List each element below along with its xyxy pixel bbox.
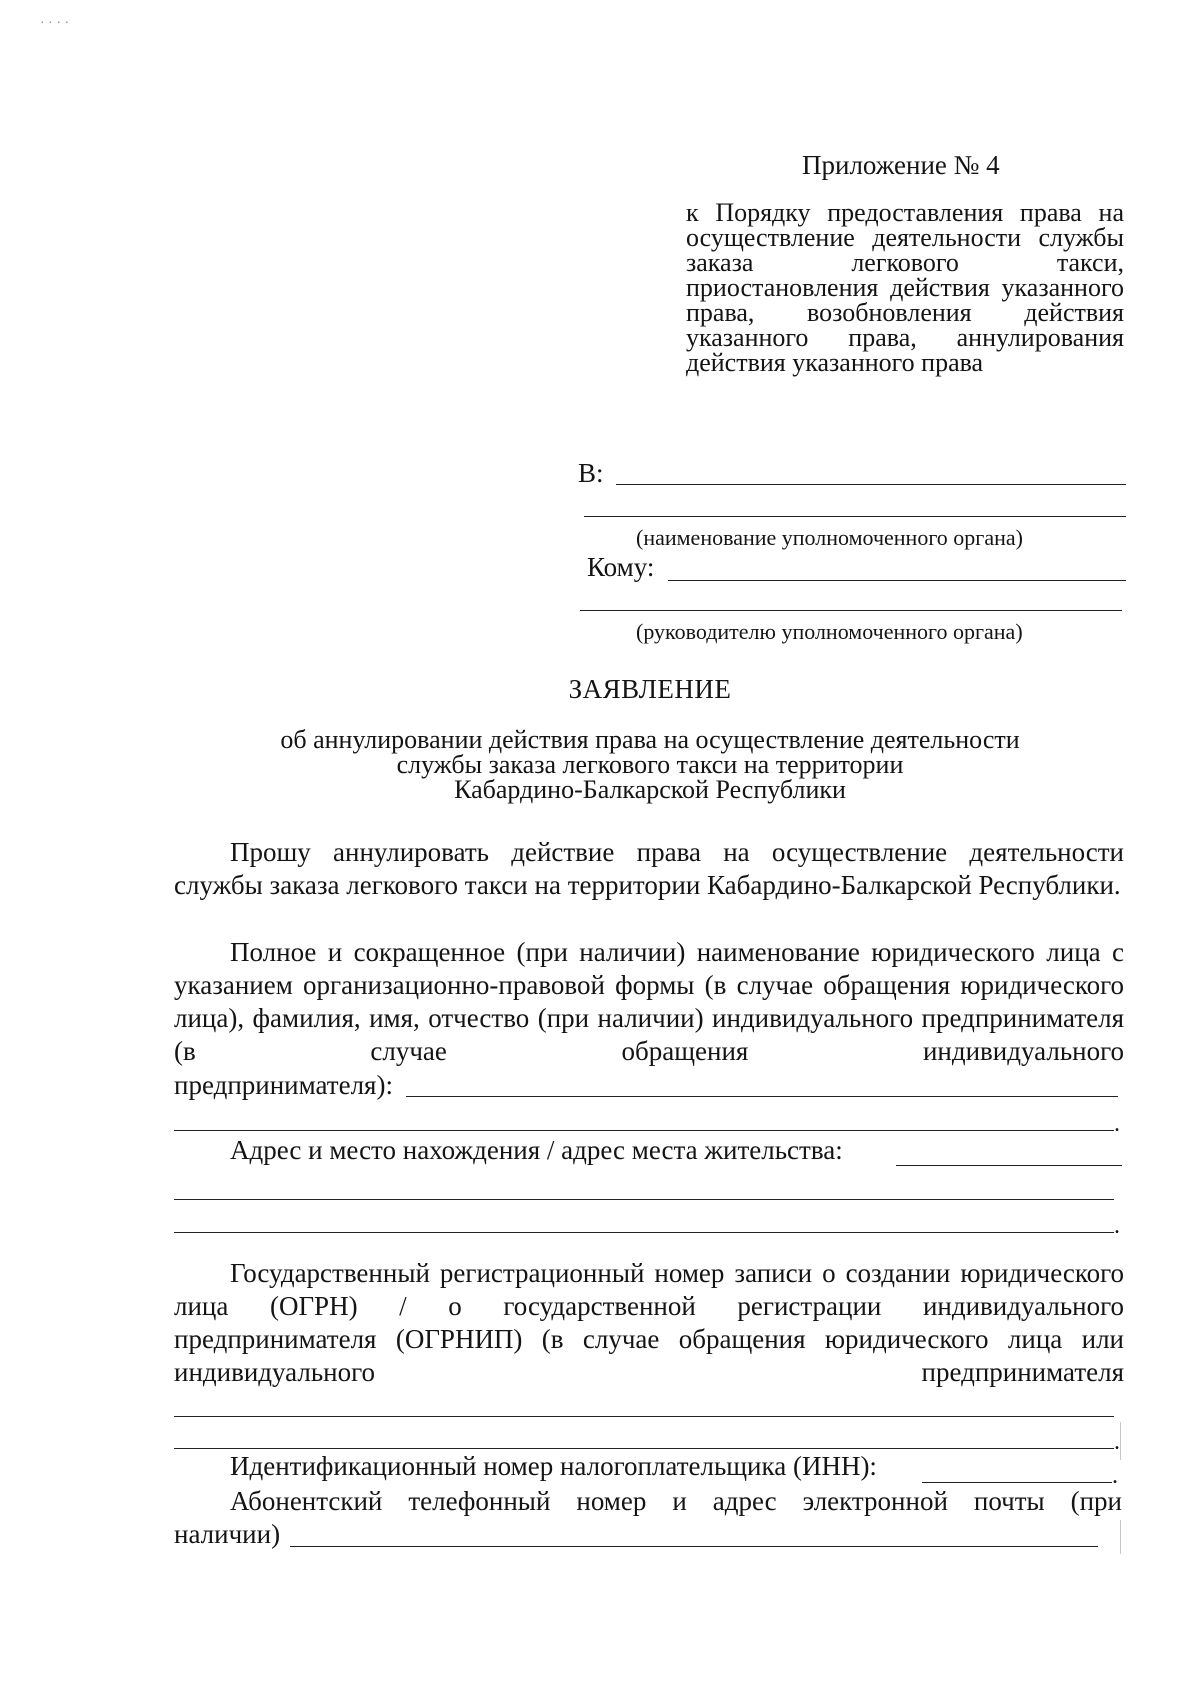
whom-field-line-1[interactable] [668, 580, 1126, 581]
to-caption: (наименование уполномоченного органа) [636, 525, 1023, 550]
scan-edge-mark-2 [1120, 1520, 1121, 1554]
appendix-body: к Порядку предоставления права на осуществление деятельности службы заказа легкового такси, приостановления действия указанного права, возобновления действия указанного права, аннулирования действия указанного права [686, 198, 1124, 377]
name-field-line-1[interactable] [406, 1096, 1118, 1097]
name-field-label-end: предпринимателя): [174, 1070, 393, 1100]
inn-field-line[interactable] [922, 1482, 1112, 1483]
request-paragraph: Прошу аннулировать действие права на осуществление деятельности службы заказа легкового такси на территории Кабардино-Балкарской Республики. [174, 837, 1124, 900]
subtitle-line-3: Кабардино-Балкарской Республики [454, 775, 846, 804]
whom-field-line-2[interactable] [580, 610, 1122, 611]
ogrn-field-label: Государственный регистрационный номер записи о создании юридического лица (ОГРН) / о государственной регистрации индивидуального предпринимателя (ОГРНИП) (в случае обращения юридического лица или индивидуального предпринимателя [174, 1258, 1124, 1387]
appendix-title: Приложение № 4 [802, 150, 1000, 180]
contacts-field-line[interactable] [290, 1546, 1098, 1547]
name-field-period: . [1114, 1111, 1120, 1137]
ogrn-field-line-2[interactable] [174, 1448, 1114, 1449]
document-title: ЗАЯВЛЕНИЕ [568, 674, 732, 704]
to-field-line-1[interactable] [616, 484, 1126, 485]
whom-label: Кому: [587, 552, 655, 582]
subtitle-line-1: об аннулировании действия права на осуществление деятельности [280, 725, 1020, 754]
address-field-period: . [1114, 1213, 1120, 1239]
scan-edge-mark-1 [1120, 1422, 1121, 1460]
inn-label: Идентификационный номер налогоплательщика (ИНН): [230, 1451, 877, 1481]
address-field-line-2[interactable] [174, 1199, 1114, 1200]
whom-caption: (руководителю уполномоченного органа) [636, 619, 1023, 644]
contacts-field-label-end: наличии) [174, 1519, 281, 1549]
ogrn-field-period: . [1114, 1429, 1120, 1455]
scan-artifact: · · · · [40, 16, 70, 31]
subtitle-line-2: службы заказа легкового такси на территории [396, 750, 904, 779]
address-field-line-3[interactable] [174, 1232, 1114, 1233]
address-field-line-1[interactable] [896, 1165, 1122, 1166]
address-label: Адрес и место нахождения / адрес места жительства: [230, 1135, 843, 1165]
contacts-field-label: Абонентский телефонный номер и адрес электронной почты (при [230, 1486, 1122, 1516]
to-label: В: [578, 458, 604, 488]
name-field-line-2[interactable] [174, 1130, 1114, 1131]
ogrn-field-line-1[interactable] [174, 1416, 1114, 1417]
to-field-line-2[interactable] [584, 516, 1126, 517]
document-subtitle [150, 727, 1150, 802]
inn-field-period: . [1112, 1463, 1118, 1489]
name-field-label: Полное и сокращенное (при наличии) наименование юридического лица с указанием организационно-правовой формы (в случае обращения юридического лица), фамилия, имя, отчество (при наличии) индивидуального предпринимателя (в случае обращения индивидуального [174, 937, 1124, 1066]
